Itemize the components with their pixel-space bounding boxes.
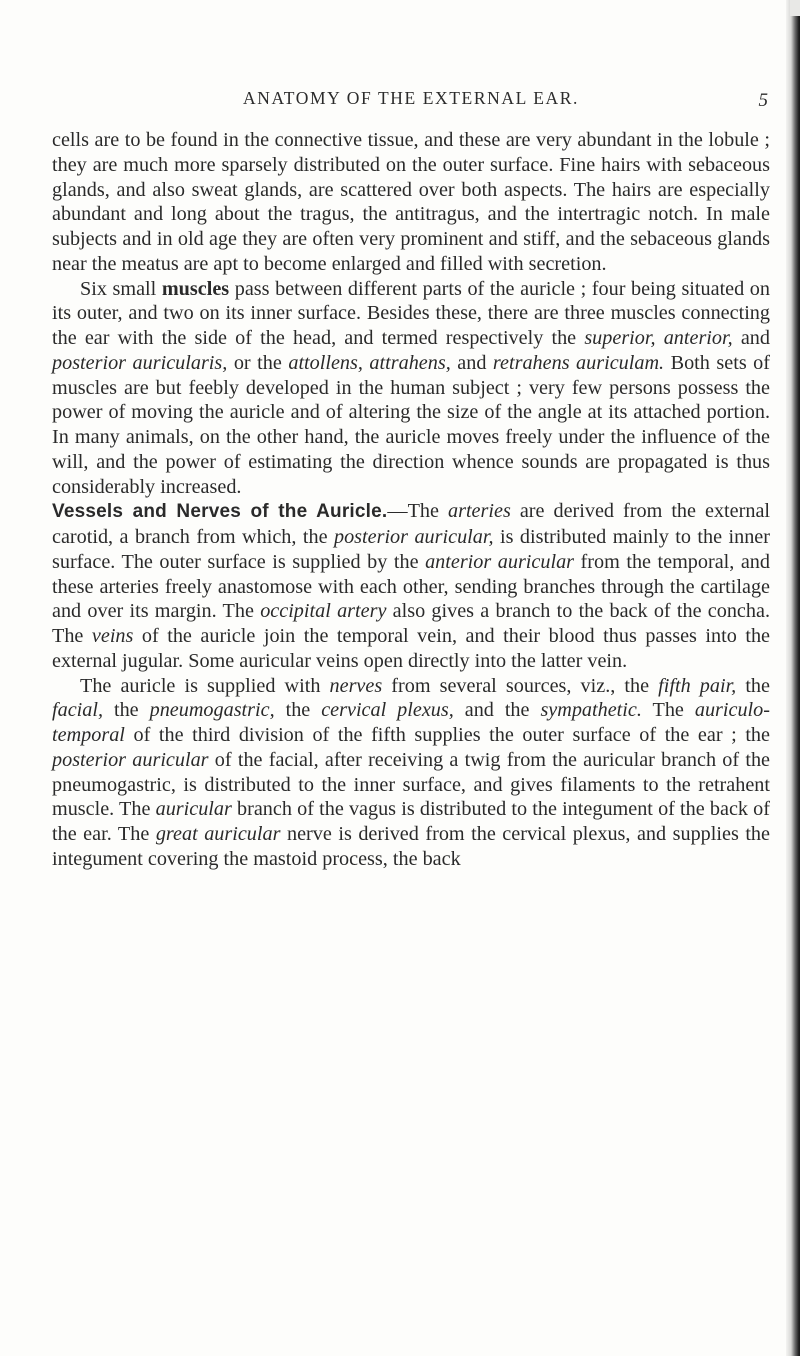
- text-run: The auricle is supplied with: [80, 674, 330, 697]
- text-run: the: [103, 699, 150, 722]
- page-header: [53, 88, 769, 118]
- text-run: and: [450, 351, 493, 374]
- text-run: are derived from the external carotid, a branch from which, the: [52, 500, 771, 548]
- text-run: —The: [387, 500, 448, 523]
- text-run: from the temporal, and these arteries freely anastomose with each other, sending branches through the cartilage and over its margin. The: [52, 550, 770, 623]
- text-run: of the facial, after receiving a twig from the auricular branch of the pneumogastric, is distributed to the inner surface, and gives filaments to the retrahent muscle. The: [52, 748, 771, 821]
- italic-term: attollens, attrahens,: [288, 351, 451, 374]
- text-run: pass between different parts of the auricle ; four being situated on its outer, and two on its inner surface. Besides these, there are three muscles connecting the ear with the side of the head, and termed respectively the: [52, 277, 770, 349]
- italic-term: auriculo-temporal: [52, 699, 770, 746]
- italic-term: facial,: [52, 699, 104, 722]
- section-heading: Vessels and Nerves of the Auricle.: [52, 501, 388, 523]
- italic-term: fifth pair,: [658, 674, 737, 697]
- text-run: or the: [227, 351, 289, 374]
- text-run: the: [274, 699, 322, 722]
- page-corner: [790, 0, 800, 16]
- page-edge-shadow: [786, 0, 800, 1356]
- italic-term: posterior auricularis,: [52, 351, 228, 374]
- italic-term: veins: [91, 625, 134, 647]
- paragraph-continuation: [52, 128, 770, 277]
- paragraph-muscles: [52, 277, 770, 500]
- page-number: 5: [758, 90, 768, 111]
- text-run: and the: [453, 699, 541, 722]
- italic-term: cervical plexus,: [321, 699, 454, 722]
- italic-term: pneumogastric,: [149, 699, 275, 722]
- italic-term: great auricular: [155, 823, 281, 845]
- text-run: of the auricle join the temporal vein, and their blood thus passes into the external jugular. Some auricular veins open directly into the latter vein.: [52, 625, 770, 672]
- paragraph-vessels-nerves: [52, 499, 770, 673]
- italic-term: superior, anterior,: [584, 327, 733, 349]
- running-head: ANATOMY OF THE EXTERNAL EAR.: [243, 88, 579, 108]
- text-run: also gives a branch to the back of the concha. The: [52, 600, 770, 647]
- text-run: the: [736, 674, 770, 697]
- italic-term: posterior auricular: [52, 748, 209, 771]
- italic-term: anterior auricular: [425, 550, 575, 573]
- bold-term: muscles: [161, 277, 230, 300]
- italic-term: retrahens auriculam.: [492, 351, 665, 374]
- text-run: Both sets of muscles are but feebly developed in the human subject ; very few persons possess the power of moving the auricle and of altering the size of the angle at its attached portion. In many animals, on the other hand, the auricle moves freely under the influence of the will, and the power of estimating the direction whence sounds are propagated is thus considerably increased.: [52, 351, 770, 498]
- text-run: from several sources, viz., the: [382, 674, 659, 697]
- text-run: branch of the vagus is distributed to the integument of the back of the ear. The: [52, 798, 770, 845]
- italic-term: nerves: [329, 674, 383, 697]
- italic-term: occipital artery: [260, 600, 387, 623]
- text-run: nerve is derived from the cervical plexus, and supplies the integument covering the mastoid process, the back: [52, 823, 770, 870]
- text-run: The: [641, 699, 695, 722]
- text-run: of the third division of the fifth supplies the outer surface of the ear ; the: [124, 724, 770, 746]
- italic-term: posterior auricular,: [333, 526, 494, 548]
- italic-term: sympathetic.: [540, 699, 642, 722]
- text-run: cells are to be found in the connective tissue, and these are very abundant in the lobule ; they are much more sparsely distributed on the outer surface. Fine hairs with sebaceous glands, and also sweat glands, are scattered over both aspects. The hairs are especially abundant and long about the tragus, the antitragus, and the intertragic notch. In male subjects and in old age they are often very prominent and stiff, and the sebaceous glands near the meatus are apt to become enlarged and filled with secretion.: [52, 129, 770, 275]
- italic-term: arteries: [448, 500, 511, 523]
- text-run: Six small: [80, 277, 162, 300]
- paragraph-nerves: [52, 674, 770, 872]
- text-run: is distributed mainly to the inner surface. The outer surface is supplied by the: [52, 526, 770, 573]
- italic-term: auricular: [155, 798, 232, 821]
- text-run: and: [732, 327, 770, 349]
- body-text: [52, 128, 770, 872]
